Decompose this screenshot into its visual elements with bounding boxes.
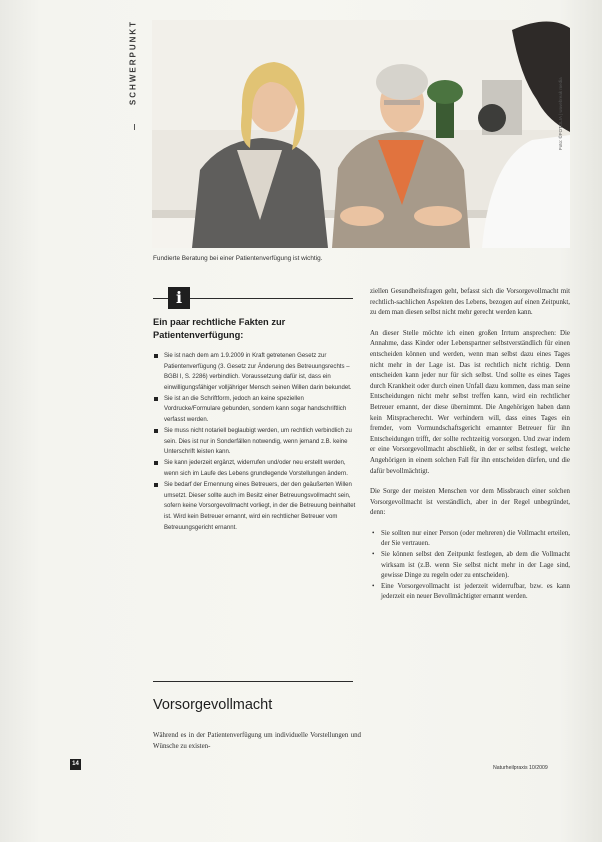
consultation-photo: [152, 20, 570, 248]
vertical-rule: [134, 124, 135, 130]
photo-credit: Foto: ©FOTOLIA | wavebreak media: [558, 77, 563, 150]
right-column: [370, 287, 570, 603]
paragraph: Die Sorge der meisten Menschen vor dem Missbrauch einer solchen Vorsorgevollmacht ist verständlich, aber in der Regel unbegründet, denn:: [370, 488, 570, 517]
photo-illustration: [152, 20, 570, 248]
list-item: Sie kann jederzeit ergänzt, widerrufen und/oder neu erstellt werden, wenn sich im Laufe des Lebens grundlegende Vorstellungen ändern.: [153, 458, 358, 479]
info-box-title: Ein paar rechtliche Fakten zur Patientenverfügung:: [153, 317, 286, 340]
footer-issue: Naturheilpraxis 10/2009: [493, 765, 548, 771]
paragraph: ziellen Gesundheitsfragen geht, befasst sich die Vorsorgevollmacht mit rechtlich-sachlichen Aspekten des Lebens, bezogen auf einen Zeitpunkt, zu dem man diesen selbst nicht mehr gerecht werden kann.: [370, 288, 570, 317]
right-bullet-list: [370, 529, 570, 603]
section-label: SCHWERPUNKT: [128, 19, 138, 106]
info-bullet-list: [153, 351, 358, 534]
left-paragraph: Während es in der Patientenverfügung um individuelle Vorstellungen und Wünsche zu existen-: [153, 732, 361, 750]
list-item: Sie ist nach dem am 1.9.2009 in Kraft getretenen Gesetz zur Patientenverfügung (3. Gesetz zur Änderung des Betreuungsrechts – BGBl I, S. 2286) verbindlich. Voraussetzung dafür ist, dass ein einwilligungsfähiger volljähriger Mensch seinen Willen darin bekundet.: [153, 351, 358, 393]
list-item: • Sie sollten nur einer Person (oder mehreren) die Vollmacht erteilen, der Sie vertrauen.: [370, 529, 570, 550]
page-number: 14: [70, 759, 81, 770]
list-item: • Sie können selbst den Zeitpunkt festlegen, ab dem die Vollmacht wirksam ist (z.B. wenn Sie selbst nicht mehr in der Lage sind, gewisse Dinge zu regeln oder zu entscheiden).: [370, 550, 570, 582]
paragraph: An dieser Stelle möchte ich einen großen Irrtum ansprechen: Die Annahme, dass Kinder oder Lebenspartner selbstverständlich für einen entscheiden können und werden, wenn man selbst dazu eines Tages nicht mehr in der Lage ist. Das ist rechtlich nicht richtig. Denn entscheiden kann jeder nur für sich selbst. Und sollte es eines Tages durch Krankheit oder durch einen Unfall dazu kommen, dass man seine Entscheidungen nicht mehr selbst treffen kann, wird ein rechtlicher Betreuer ernannt, der diese übernimmt. Die Angehörigen haben dann kein Mitspracherecht. Wer verhindern will, dass eines Tages ein fremder, vom Vormundschaftsgericht ernannter Betreuer für ihn Entscheidungen trifft, der sollte rechtzeitig vorsorgen. Und zwar indem er eine Vorsorgevollmacht abschließt, in der er selbst festlegt, welche Angehörigen in einem solchen Fall für ihn entscheiden dürfen, und die dafür bevollmächtigt.: [370, 329, 570, 475]
info-bottom-rule: [153, 681, 353, 682]
list-item: • Eine Vorsorgevollmacht ist jederzeit widerrufbar, bzw. es kann jederzeit ein neuer Bevollmächtigter ernannt werden.: [370, 582, 570, 603]
list-item: Sie ist an die Schriftform, jedoch an keine speziellen Vordrucke/Formulare gebunden, sondern kann sogar handschriftlich verfasst werden.: [153, 394, 358, 426]
list-item: Sie bedarf der Ernennung eines Betreuers, der den geäußerten Willen umsetzt. Dieser sollte auch im Besitz einer Betreuungsvollmacht sein, sofern keine Vorsorgevollmacht vorliegt, in der die Betreuung beinhaltet ist. Wird kein Betreuer ernannt, wird ein rechtlicher Betreuer vom Betreuungsgericht ernannt.: [153, 480, 358, 533]
section-heading: Vorsorgevollmacht: [153, 697, 273, 713]
photo-caption: Fundierte Beratung bei einer Patientenverfügung ist wichtig.: [153, 255, 323, 262]
list-item: Sie muss nicht notariell beglaubigt werden, um rechtlich verbindlich zu sein. Dies ist nur in Sonderfällen notwendig, wenn jemand z.B. keine Unterschrift leisten kann.: [153, 426, 358, 458]
info-icon: i: [168, 287, 190, 309]
